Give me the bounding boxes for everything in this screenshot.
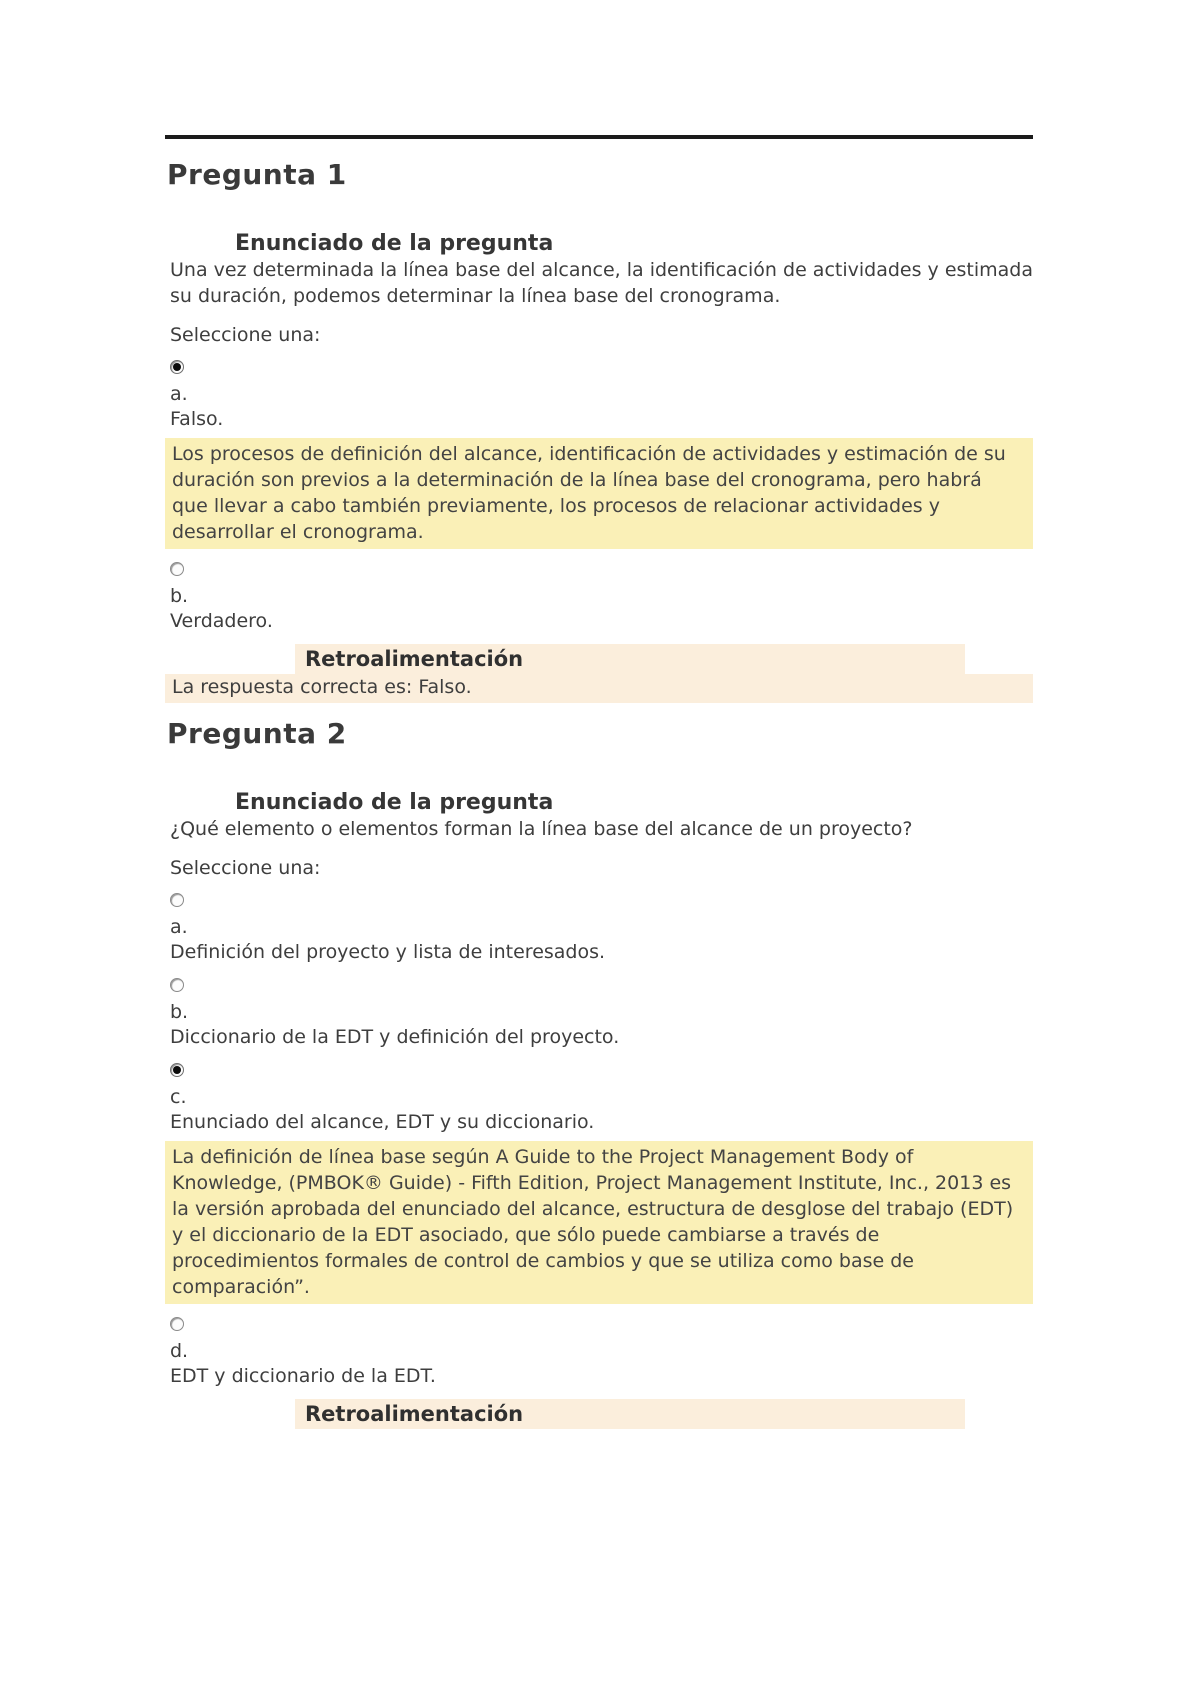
option-feedback-highlight: Los procesos de definición del alcance, identificación de actividades y estimación de su duración son previos a la determinación de la línea base del cronograma, pero habrá que llevar a cabo también previamente, los procesos de relacionar actividades y desarrollar el cronograma. [165, 438, 1033, 549]
question-2-statement: ¿Qué elemento o elementos forman la línea base del alcance de un proyecto? [170, 818, 913, 840]
top-divider [165, 135, 1033, 139]
option-letter: b. [170, 1001, 189, 1023]
correct-answer-text: La respuesta correcta es: Falso. [165, 674, 1033, 703]
question-2-option-b [170, 977, 1033, 1050]
feedback-heading: Retroalimentación [295, 1399, 965, 1429]
question-1 [165, 158, 1033, 703]
question-1-option-b [170, 561, 1033, 634]
option-text[interactable]: Diccionario de la EDT y definición del proyecto. [170, 1026, 620, 1048]
option-letter: d. [170, 1340, 189, 1362]
question-2-option-a [170, 892, 1033, 965]
radio-button-icon[interactable] [170, 978, 184, 992]
option-text[interactable]: EDT y diccionario de la EDT. [170, 1365, 436, 1387]
question-1-option-a [170, 359, 1033, 549]
option-text[interactable]: Verdadero. [170, 610, 273, 632]
radio-button-icon[interactable] [170, 562, 184, 576]
option-letter: b. [170, 585, 189, 607]
question-2 [165, 717, 1033, 1429]
question-1-statement: Una vez determinada la línea base del alcance, la identificación de actividades y estimada su duración, podemos determinar la línea base del cronograma. [170, 259, 1033, 307]
option-text[interactable]: Enunciado del alcance, EDT y su diccionario. [170, 1111, 595, 1133]
radio-button-icon[interactable] [170, 1063, 184, 1077]
question-2-option-c [170, 1062, 1033, 1304]
option-feedback-highlight: La definición de línea base según A Guide to the Project Management Body of Knowledge, (PMBOK® Guide) - Fifth Edition, Project Management Institute, Inc., 2013 es la versión aprobada del enunciado del alcance, estructura de desglose del trabajo (EDT) y el diccionario de la EDT asociado, que sólo puede cambiarse a través de procedimientos formales de control de cambios y que se utiliza como base de comparación”. [165, 1141, 1033, 1304]
question-2-title: Pregunta 2 [167, 717, 347, 750]
question-2-select-instruction: Seleccione una: [170, 857, 321, 879]
question-1-title: Pregunta 1 [167, 158, 347, 191]
radio-button-icon[interactable] [170, 1317, 184, 1331]
feedback-heading: Retroalimentación [295, 644, 965, 674]
question-1-prompt-label: Enunciado de la pregunta [235, 231, 554, 256]
option-letter: a. [170, 383, 188, 405]
option-letter: c. [170, 1086, 187, 1108]
question-1-select-instruction: Seleccione una: [170, 324, 321, 346]
radio-button-icon[interactable] [170, 360, 184, 374]
radio-button-icon[interactable] [170, 893, 184, 907]
question-2-prompt-label: Enunciado de la pregunta [235, 790, 554, 815]
question-2-option-d [170, 1316, 1033, 1389]
option-letter: a. [170, 916, 188, 938]
option-text[interactable]: Falso. [170, 408, 224, 430]
option-text[interactable]: Definición del proyecto y lista de interesados. [170, 941, 606, 963]
quiz-document [165, 135, 1033, 1429]
